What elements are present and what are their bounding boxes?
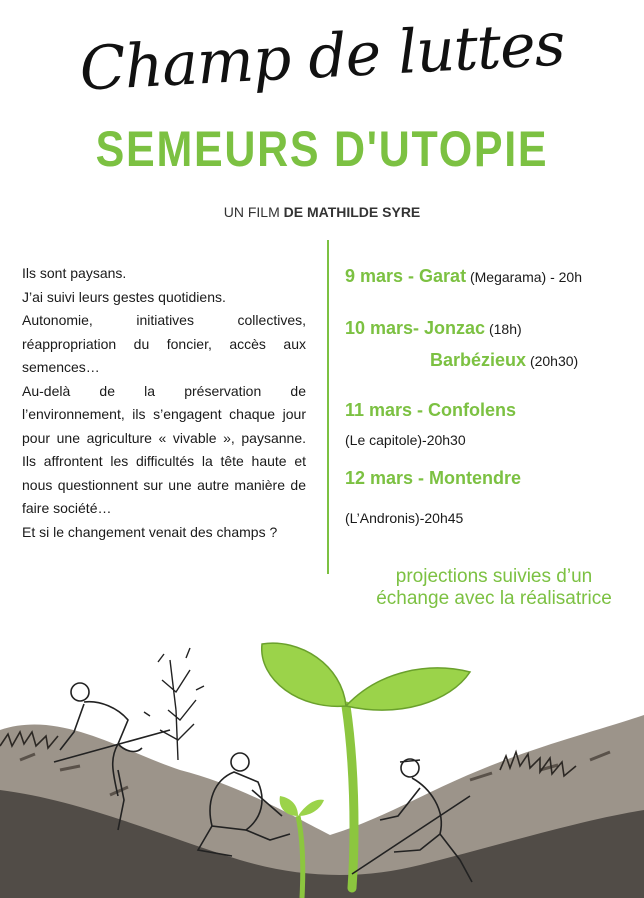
film-title: SEMEURS D'UTOPIE bbox=[95, 121, 549, 177]
screening-5-venue: (L’Andronis)-20h45 bbox=[345, 510, 464, 526]
synopsis-line: Et si le changement venait des champs ? bbox=[22, 523, 278, 540]
screening-1 bbox=[345, 266, 582, 287]
screening-2 bbox=[345, 318, 522, 339]
screening-date: Barbézieux bbox=[430, 350, 527, 370]
screening-4-venue: (Le capitole)-20h30 bbox=[345, 432, 466, 448]
synopsis-line: Ils sont paysans. bbox=[22, 265, 127, 281]
screening-venue: (18h) bbox=[488, 321, 522, 337]
projection-note bbox=[350, 566, 638, 610]
synopsis-line: J’ai suivi leurs gestes quotidiens. bbox=[22, 288, 226, 305]
screening-venue: (20h30) bbox=[529, 353, 579, 369]
bush bbox=[144, 648, 204, 760]
screening-5 bbox=[345, 468, 521, 489]
screening-date: 9 mars - Garat bbox=[345, 266, 467, 286]
screening-4 bbox=[345, 400, 516, 421]
screening-3 bbox=[430, 350, 578, 371]
credit-name: DE MATHILDE SYRE bbox=[283, 204, 421, 220]
screening-date: 12 mars - Montendre bbox=[345, 468, 522, 488]
director-credit bbox=[0, 204, 644, 220]
sprout-leaf-left bbox=[262, 643, 346, 706]
screening-date: 10 mars- Jonzac bbox=[345, 318, 486, 338]
script-title: Champ de luttes bbox=[77, 9, 567, 105]
projection-line: échange avec la réalisatrice bbox=[376, 588, 612, 609]
credit-prefix: UN FILM bbox=[223, 204, 280, 220]
synopsis-line: Au-delà de la préservation de l’environnement, ils s’engagent chaque jour pour une agriculture « vivable », paysanne. Ils affrontent les difficultés la tête haute et nous questionnent sur une autre manière de faire société… bbox=[22, 382, 306, 516]
screening-venue: (Megarama) - 20h bbox=[469, 269, 582, 285]
sprout-leaf-right bbox=[346, 668, 470, 710]
synopsis-line: Autonomie, initiatives collectives, réappropriation du foncier, accès aux semences… bbox=[22, 312, 306, 375]
synopsis bbox=[22, 262, 306, 544]
projection-line: projections suivies d’un bbox=[395, 566, 593, 587]
illustration bbox=[0, 620, 644, 898]
screening-date: 11 mars - Confolens bbox=[345, 400, 517, 420]
column-divider bbox=[327, 240, 329, 574]
